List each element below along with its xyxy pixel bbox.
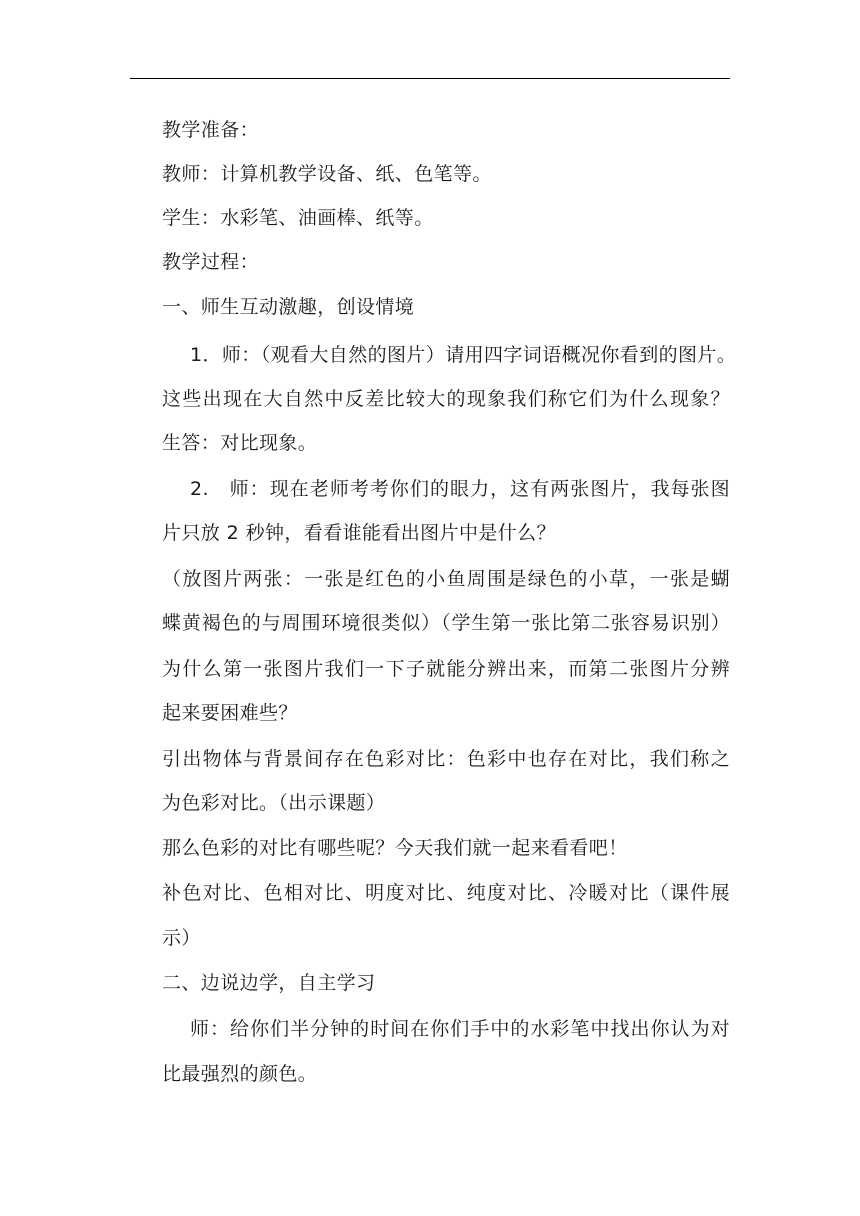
text-line: 教师：计算机教学设备、纸、色笔等。 (162, 163, 492, 185)
paragraph-line: 补色对比、色相对比、明度对比、纯度对比、冷暖对比（课件展 (162, 882, 730, 904)
text-line: 生答：对比现象。 (162, 432, 318, 454)
paragraph-line: 1．师：（观看大自然的图片）请用四字词语概况你看到的图片。 (190, 344, 737, 366)
paragraph-line: 为什么第一张图片我们一下子就能分辨出来，而第二张图片分辨 (162, 658, 730, 680)
paragraph-line: 比最强烈的颜色。 (162, 1063, 318, 1085)
header-rule (130, 78, 730, 79)
paragraph-line: 起来要困难些？ (162, 702, 298, 724)
heading-process: 教学过程： (162, 251, 260, 273)
heading-preparation: 教学准备： (162, 119, 260, 141)
section-heading: 二、边说边学，自主学习 (162, 972, 376, 994)
paragraph-line: 师：给你们半分钟的时间在你们手中的水彩笔中找出你认为对 (190, 1018, 730, 1040)
paragraph-line: 蝶黄褐色的与周围环境很类似）（学生第一张比第二张容易识别） (162, 612, 730, 634)
paragraph-line: 引出物体与背景间存在色彩对比：色彩中也存在对比，我们称之 (162, 748, 730, 770)
section-heading: 一、师生互动激趣，创设情境 (162, 296, 415, 318)
text-line: 学生：水彩笔、油画棒、纸等。 (162, 207, 434, 229)
paragraph-line: 为色彩对比。（出示课题） (162, 792, 386, 814)
text-line: 那么色彩的对比有哪些呢？今天我们就一起来看看吧！ (162, 837, 628, 859)
paragraph-line: 这些出现在大自然中反差比较大的现象我们称它们为什么现象？ (162, 388, 730, 410)
paragraph-line: 示） (162, 927, 201, 949)
paragraph-line: （放图片两张：一张是红色的小鱼周围是绿色的小草，一张是蝴 (162, 568, 730, 590)
paragraph-line: 2. 师：现在老师考考你们的眼力，这有两张图片，我每张图 (190, 478, 730, 500)
paragraph-line: 片只放 2 秒钟，看看谁能看出图片中是什么？ (162, 522, 556, 544)
